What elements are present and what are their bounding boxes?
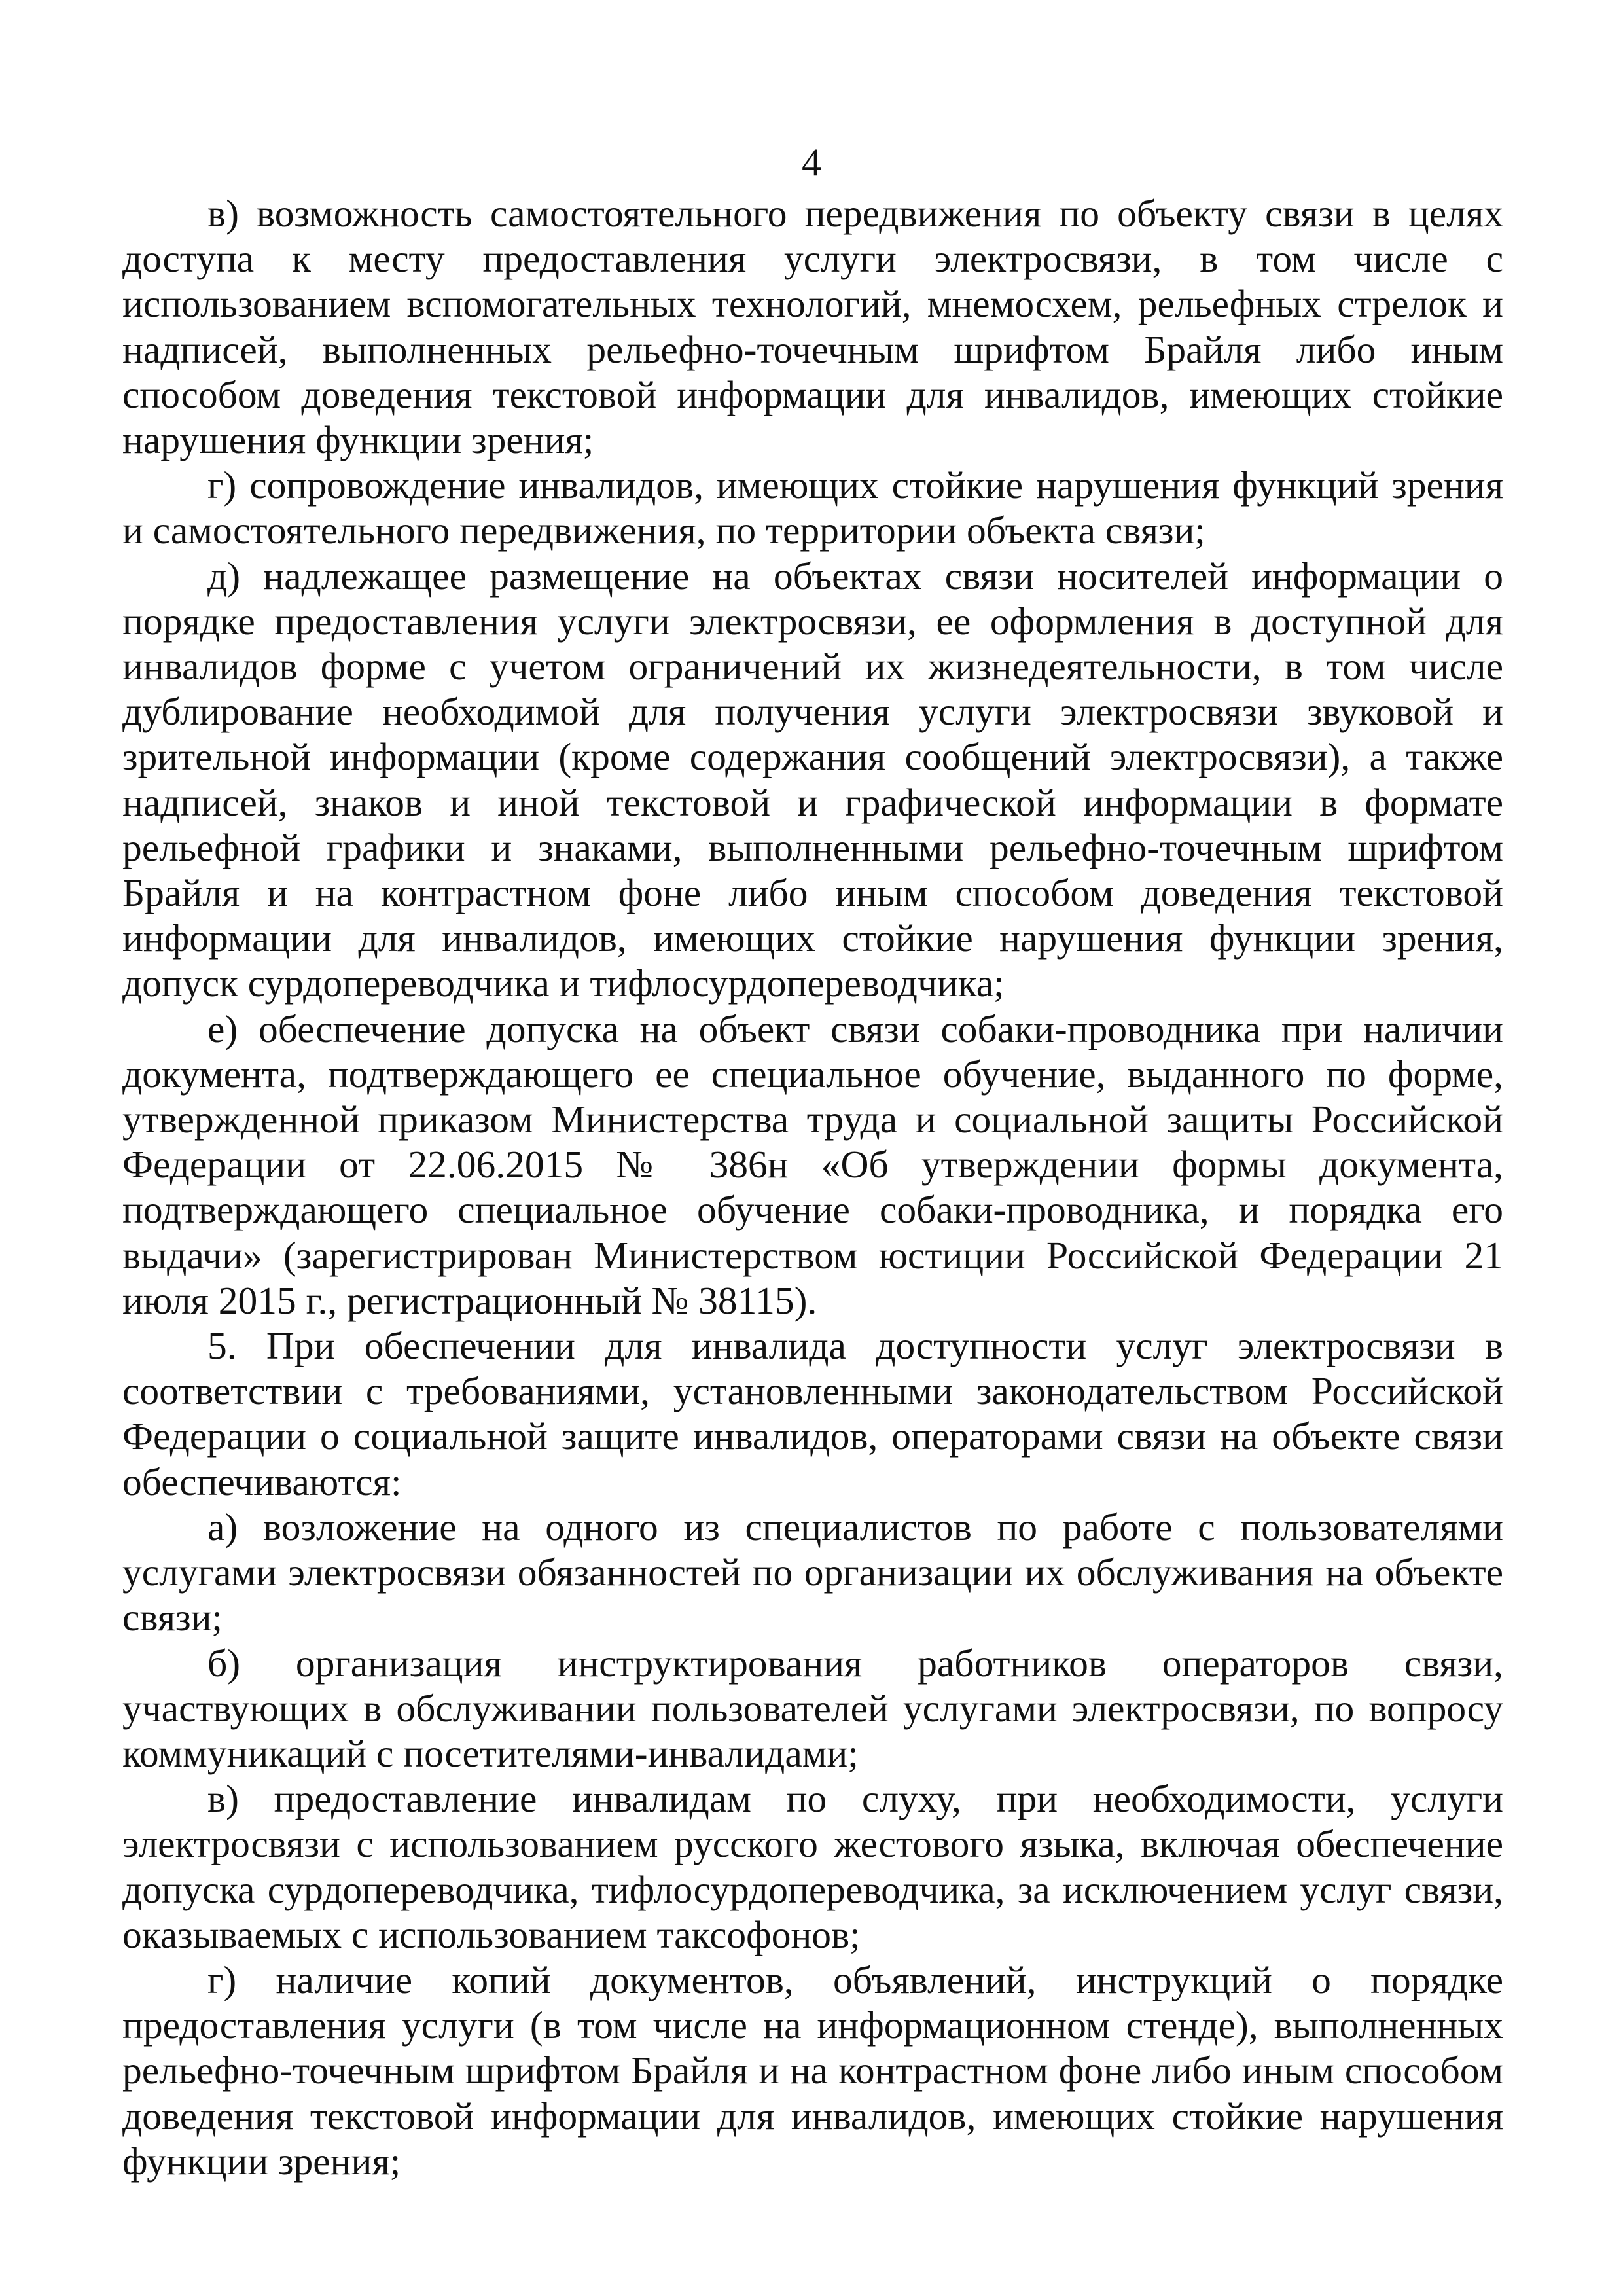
paragraph-b-instruction: б) организация инструктирования работников операторов связи, участвующих в обслуживании пользователей услугами электросвязи, по вопросу коммуникаций с посетителями-инвалидами; xyxy=(122,1641,1503,1775)
paragraph-5-operator-obligations: 5. При обеспечении для инвалида доступности услуг электросвязи в соответствии с требованиями, установленными законодательством Российской Федерации о социальной защите инвалидов, операторами связи на объекте связи обеспечиваются: xyxy=(122,1324,1503,1503)
paragraph-g-escort: г) сопровождение инвалидов, имеющих стойкие нарушения функций зрения и самостоятельного передвижения, по территории объекта связи; xyxy=(122,463,1503,552)
paragraph-v-sign-language: в) предоставление инвалидам по слуху, при необходимости, услуги электросвязи с использованием русского жестового языка, включая обеспечение допуска сурдопереводчика, тифлосурдопереводчика, за исключением услуг связи, оказываемых с использованием таксофонов; xyxy=(122,1777,1503,1956)
paragraph-a-specialist: а) возложение на одного из специалистов по работе с пользователями услугами электросвязи обязанностей по организации их обслуживания на объекте связи; xyxy=(122,1505,1503,1640)
paragraph-g-document-copies: г) наличие копий документов, объявлений, инструкций о порядке предоставления услуги (в том числе на информационном стенде), выполненных рельефно-точечным шрифтом Брайля и на контрастном фоне либо иным способом доведения текстовой информации для инвалидов, имеющих стойкие нарушения функции зрения; xyxy=(122,1958,1503,2183)
paragraph-v-movement: в) возможность самостоятельного передвижения по объекту связи в целях доступа к месту предоставления услуги электросвязи, в том числе с использованием вспомогательных технологий, мнемосхем, рельефных стрелок и надписей, выполненных рельефно-точечным шрифтом Брайля либо иным способом доведения текстовой информации для инвалидов, имеющих стойкие нарушения функции зрения; xyxy=(122,192,1503,462)
page-number: 4 xyxy=(802,141,821,184)
paragraph-e-guide-dog: е) обеспечение допуска на объект связи собаки-проводника при наличии документа, подтверждающего ее специальное обучение, выданного по форме, утвержденной приказом Министерства труда и социальной защиты Российской Федерации от 22.06.2015 № 386н «Об утверждении формы документа, подтверждающего специальное обучение собаки-проводника, и порядка его выдачи» (зарегистрирован Министерством юстиции Российской Федерации 21 июля 2015 г., регистрационный № 38115). xyxy=(122,1007,1503,1322)
document-body xyxy=(122,191,1503,2184)
paragraph-d-information-placement: д) надлежащее размещение на объектах связи носителей информации о порядке предоставления услуги электросвязи, ее оформления в доступной для инвалидов форме с учетом ограничений их жизнедеятельности, в том числе дублирование необходимой для получения услуги электросвязи звуковой и зрительной информации (кроме содержания сообщений электросвязи), а также надписей, знаков и иной текстовой и графической информации в формате рельефной графики и знаками, выполненными рельефно-точечным шрифтом Брайля и на контрастном фоне либо иным способом доведения текстовой информации для инвалидов, имеющих стойкие нарушения функции зрения, допуск сурдопереводчика и тифлосурдопереводчика; xyxy=(122,554,1503,1005)
